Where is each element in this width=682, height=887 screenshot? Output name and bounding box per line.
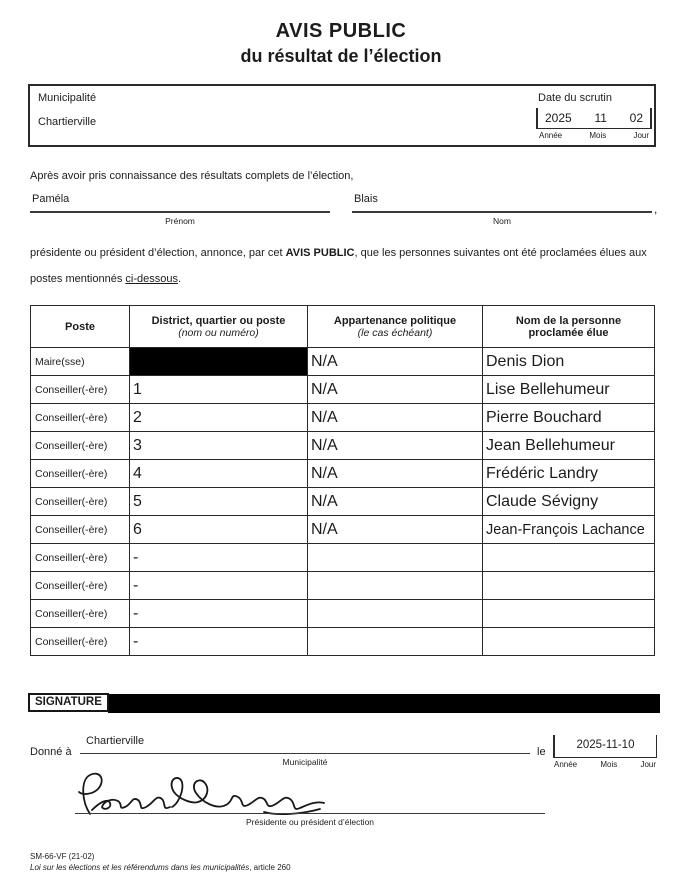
paragraph-text: . bbox=[177, 273, 182, 285]
party-cell bbox=[308, 544, 483, 572]
form-footer bbox=[30, 851, 291, 873]
district-cell: - bbox=[130, 572, 308, 600]
column-header-poste bbox=[31, 306, 130, 348]
name-cell: Jean-François Lachance bbox=[483, 516, 655, 544]
district-cell: - bbox=[130, 628, 308, 656]
header-title: District, quartier ou poste bbox=[151, 314, 286, 327]
party-cell: N/A bbox=[308, 376, 483, 404]
party-cell: N/A bbox=[308, 516, 483, 544]
name-cell bbox=[483, 600, 655, 628]
district-cell: 5 bbox=[130, 488, 308, 516]
district-cell: - bbox=[130, 600, 308, 628]
header-title: Nom de la personne bbox=[515, 314, 622, 327]
form-code: SM-66-VF (21-02) bbox=[30, 852, 95, 861]
law-title: Loi sur les élections et les référendums dans les municipalités bbox=[30, 863, 250, 872]
table-row bbox=[31, 460, 655, 488]
poste-cell: Conseiller(-ère) bbox=[31, 544, 130, 572]
table-row bbox=[31, 572, 655, 600]
district-cell: - bbox=[130, 544, 308, 572]
table-header-row bbox=[31, 306, 655, 348]
district-cell: 1 bbox=[130, 376, 308, 404]
table-row bbox=[31, 376, 655, 404]
header-title: Poste bbox=[65, 320, 95, 333]
district-cell: 4 bbox=[130, 460, 308, 488]
election-date-year: 2025 bbox=[545, 111, 572, 125]
poste-cell: Conseiller(-ère) bbox=[31, 516, 130, 544]
last-name-label: Nom bbox=[493, 216, 511, 226]
poste-cell: Conseiller(-ère) bbox=[31, 488, 130, 516]
first-name-label: Prénom bbox=[165, 216, 195, 226]
table-row bbox=[31, 600, 655, 628]
page-title bbox=[0, 20, 682, 67]
name-cell bbox=[483, 572, 655, 600]
redacted-district-cell bbox=[130, 348, 308, 376]
municipality-label: Municipalité bbox=[38, 92, 97, 104]
election-date-field bbox=[536, 108, 652, 129]
given-at-municipality-label: Municipalité bbox=[282, 757, 328, 767]
law-reference bbox=[30, 862, 291, 873]
last-name-value: Blais bbox=[352, 193, 652, 213]
party-cell: N/A bbox=[308, 432, 483, 460]
poste-cell: Conseiller(-ère) bbox=[31, 432, 130, 460]
poste-cell: Conseiller(-ère) bbox=[31, 460, 130, 488]
header-subtitle: (le cas échéant) bbox=[357, 326, 433, 339]
name-cell: Denis Dion bbox=[483, 348, 655, 376]
intro-sentence: Après avoir pris connaissance des résultats complets de l’élection, bbox=[30, 170, 354, 182]
header-title: Appartenance politique bbox=[333, 314, 457, 327]
year-label: Année bbox=[554, 760, 578, 769]
election-date-label: Date du scrutin bbox=[538, 92, 612, 104]
name-cell: Claude Sévigny bbox=[483, 488, 655, 516]
given-at-label: Donné à bbox=[30, 746, 72, 758]
table-row bbox=[31, 488, 655, 516]
party-cell bbox=[308, 600, 483, 628]
signature-section-label: SIGNATURE bbox=[28, 693, 109, 712]
le-label: le bbox=[537, 746, 546, 758]
district-cell: 2 bbox=[130, 404, 308, 432]
poste-cell: Conseiller(-ère) bbox=[31, 628, 130, 656]
poste-cell: Conseiller(-ère) bbox=[31, 600, 130, 628]
header-subtitle: (nom ou numéro) bbox=[178, 326, 259, 339]
paragraph-text: , que les personnes suivantes ont été proclamées élues aux postes mentionnés bbox=[30, 247, 647, 285]
name-cell bbox=[483, 628, 655, 656]
poste-cell: Conseiller(-ère) bbox=[31, 376, 130, 404]
signer-role-label: Présidente ou président d’élection bbox=[245, 817, 375, 827]
election-date-month: 11 bbox=[594, 111, 607, 125]
party-cell bbox=[308, 628, 483, 656]
party-cell: N/A bbox=[308, 460, 483, 488]
title-line-2: du résultat de l’élection bbox=[240, 46, 442, 66]
party-cell bbox=[308, 572, 483, 600]
election-date-day: 02 bbox=[629, 111, 643, 125]
name-cell: Frédéric Landry bbox=[483, 460, 655, 488]
municipality-value: Chartierville bbox=[38, 116, 97, 128]
title-line-1: AVIS PUBLIC bbox=[275, 20, 407, 42]
last-name-field bbox=[352, 193, 652, 226]
table-row bbox=[31, 404, 655, 432]
trailing-comma: , bbox=[654, 202, 658, 216]
municipality-header-box bbox=[28, 84, 656, 147]
elected-persons-table bbox=[30, 305, 655, 656]
name-cell: Pierre Bouchard bbox=[483, 404, 655, 432]
table-row bbox=[31, 432, 655, 460]
redacted-signature-bar bbox=[108, 694, 660, 713]
column-header-name bbox=[483, 306, 655, 348]
name-cell bbox=[483, 544, 655, 572]
poste-cell: Conseiller(-ère) bbox=[31, 572, 130, 600]
announcement-paragraph bbox=[30, 240, 658, 292]
year-label: Année bbox=[539, 131, 563, 140]
given-at-municipality-value: Chartierville bbox=[80, 735, 530, 754]
given-at-municipality-field bbox=[80, 735, 530, 767]
poste-cell: Maire(sse) bbox=[31, 348, 130, 376]
table-row bbox=[31, 628, 655, 656]
day-label: Jour bbox=[640, 760, 656, 769]
month-label: Mois bbox=[589, 131, 607, 140]
table-row bbox=[31, 348, 655, 376]
column-header-party bbox=[308, 306, 483, 348]
given-date-sublabels bbox=[553, 760, 657, 769]
party-cell: N/A bbox=[308, 404, 483, 432]
first-name-value: Paméla bbox=[30, 193, 330, 213]
table-row bbox=[31, 516, 655, 544]
first-name-field bbox=[30, 193, 330, 226]
handwritten-signature bbox=[68, 768, 338, 818]
district-cell: 6 bbox=[130, 516, 308, 544]
paragraph-bold-text: AVIS PUBLIC bbox=[285, 247, 355, 259]
given-date-field: 2025-11-10 bbox=[553, 735, 657, 758]
paragraph-underlined-text: ci-dessous bbox=[125, 273, 178, 285]
day-label: Jour bbox=[633, 131, 649, 140]
column-header-district bbox=[130, 306, 308, 348]
name-cell: Jean Bellehumeur bbox=[483, 432, 655, 460]
district-cell: 3 bbox=[130, 432, 308, 460]
name-cell: Lise Bellehumeur bbox=[483, 376, 655, 404]
month-label: Mois bbox=[600, 760, 618, 769]
poste-cell: Conseiller(-ère) bbox=[31, 404, 130, 432]
party-cell: N/A bbox=[308, 488, 483, 516]
party-cell: N/A bbox=[308, 348, 483, 376]
law-article: , article 260 bbox=[249, 863, 291, 872]
election-date-sublabels bbox=[536, 131, 652, 140]
header-title: proclamée élue bbox=[528, 326, 609, 339]
table-row bbox=[31, 544, 655, 572]
signature-line bbox=[75, 813, 545, 814]
paragraph-text: présidente ou président d’élection, annonce, par cet bbox=[30, 247, 286, 259]
